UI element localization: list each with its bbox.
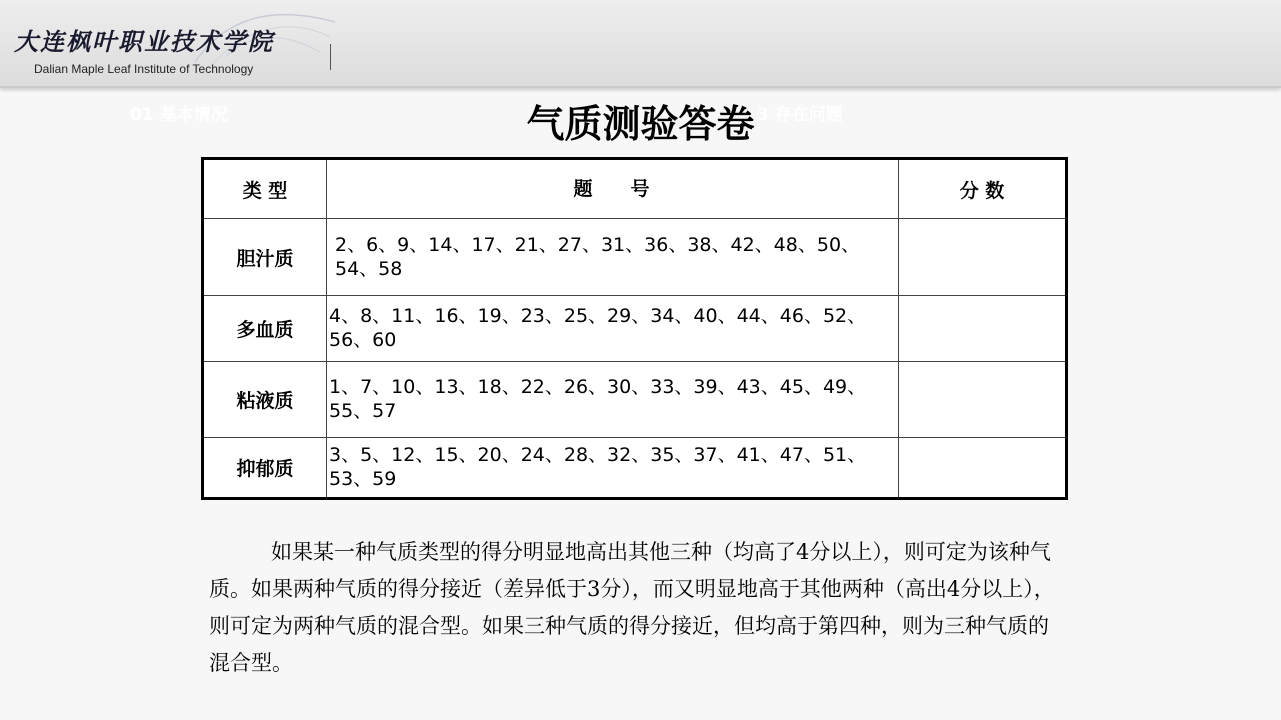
logo-english-name: Dalian Maple Leaf Institute of Technology [34,62,254,76]
ghost-nav-right: 3 存在问题 [757,105,843,125]
header-score: 分 数 [899,159,1067,219]
table-row [203,219,1067,296]
header-type: 类 型 [203,159,327,219]
institute-logo [14,22,274,76]
type-cell: 抑郁质 [203,437,327,498]
type-cell: 胆汁质 [203,219,327,296]
explanation-paragraph: 如果某一种气质类型的得分明显地高出其他三种（均高了4分以上），则可定为该种气质。如果两种气质的得分接近（差异低于3分），而又明显地高于其他两种（高出4分以上），则可定为两种气质的混合型。如果三种气质的得分接近，但均高于第四种，则为三种气质的混合型。 [209,540,1055,675]
answer-table [201,157,1068,500]
table-row [203,361,1067,437]
header-numbers: 题 号 [327,159,899,219]
logo-chinese-name: 大连枫叶职业技术学院 [14,27,274,56]
numbers-cell: 2、6、9、14、17、21、27、31、36、38、42、48、50、54、58 [327,219,899,296]
type-cell: 粘液质 [203,361,327,437]
header-bar [0,0,1281,88]
score-cell[interactable] [899,219,1067,296]
ghost-nav-left: 01 基本情况 [130,105,228,125]
page-title: 气质测验答卷 [526,102,755,146]
logo-divider [330,44,331,70]
table-row [203,296,1067,361]
score-cell[interactable] [899,296,1067,361]
score-cell[interactable] [899,361,1067,437]
numbers-cell: 4、8、11、16、19、23、25、29、34、40、44、46、52、56、60 [327,296,899,361]
table-header-row [203,159,1067,219]
table-row [203,437,1067,498]
numbers-cell: 3、5、12、15、20、24、28、32、35、37、41、47、51、53、59 [327,437,899,498]
numbers-cell: 1、7、10、13、18、22、26、30、33、39、43、45、49、55、57 [327,361,899,437]
type-cell: 多血质 [203,296,327,361]
score-cell[interactable] [899,437,1067,498]
